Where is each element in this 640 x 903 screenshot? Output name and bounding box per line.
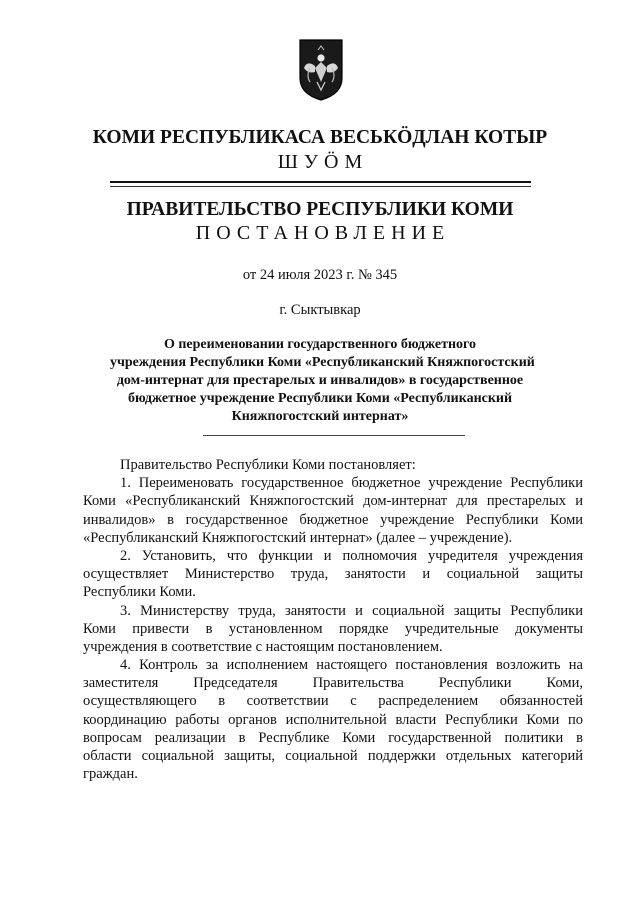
header-divider-thin	[110, 186, 531, 187]
body-line: граждан.	[83, 766, 138, 783]
subject-line: Княжпогостский интернат»	[231, 409, 409, 424]
body-line: учреждения в соответствие с настоящим постановлением.	[83, 638, 443, 655]
subject-line: дом-интернат для престарелых и инвалидов» в государственное	[116, 373, 524, 388]
body-line: инвалидов» в государственное бюджетное учреждение Республики Коми	[83, 511, 583, 528]
document-type: ПОСТАНОВЛЕНИЕ	[195, 222, 451, 244]
body-line: 4. Контроль за исполнением настоящего постановления возложить на	[120, 657, 583, 674]
body-line: Республики Коми.	[83, 584, 196, 601]
komi-coat-of-arms-icon	[298, 38, 344, 102]
document-body	[83, 456, 583, 783]
subject-underline	[203, 435, 465, 436]
body-line: координацию работы органов исполнительной власти Республики Коми по	[83, 711, 583, 728]
government-title: ПРАВИТЕЛЬСТВО РЕСПУБЛИКИ КОМИ	[126, 199, 514, 220]
document-subject	[110, 336, 535, 426]
body-line: Правительство Республики Коми постановляет:	[120, 457, 416, 473]
document-date-number: от 24 июля 2023 г. № 345	[242, 267, 398, 283]
body-line: вопросам реализации в Республике Коми государственной политики в	[83, 729, 583, 746]
document-city: г. Сыктывкар	[279, 302, 361, 318]
komi-document-type: ШУӦМ	[277, 151, 369, 173]
body-line: 3. Министерству труда, занятости и социальной защиты Республики	[120, 602, 583, 619]
subject-line: О переименовании государственного бюджетного	[163, 337, 477, 352]
body-line: 2. Установить, что функции и полномочия учредителя учреждения	[120, 547, 583, 564]
body-line: «Республиканский Княжпогостский интернат» (далее – учреждение).	[83, 529, 513, 546]
body-line: Коми привести в установленном порядке учредительные документы	[83, 620, 583, 637]
body-line: заместителя Председателя Правительства Республики Коми,	[83, 675, 583, 692]
body-line: области социальной защиты, социальной поддержки отдельных категорий	[83, 748, 583, 764]
header-divider-thick	[110, 181, 531, 183]
komi-government-title: КОМИ РЕСПУБЛИКАСА ВЕСЬКӦДЛАН КОТЫР	[92, 127, 548, 148]
body-line: осуществляющего в соответствии с распределением обязанностей	[83, 693, 583, 710]
body-line: Коми «Республиканский Княжпогостский дом-интернат для престарелых и	[83, 493, 583, 510]
body-line: осуществляет Министерство труда, занятости и социальной защиты	[83, 566, 583, 583]
subject-line: бюджетное учреждение Республики Коми «Республиканский	[127, 391, 513, 406]
subject-line: учреждения Республики Коми «Республиканский Княжпогостский	[110, 355, 535, 370]
body-line: 1. Переименовать государственное бюджетное учреждение Республики	[120, 475, 583, 492]
